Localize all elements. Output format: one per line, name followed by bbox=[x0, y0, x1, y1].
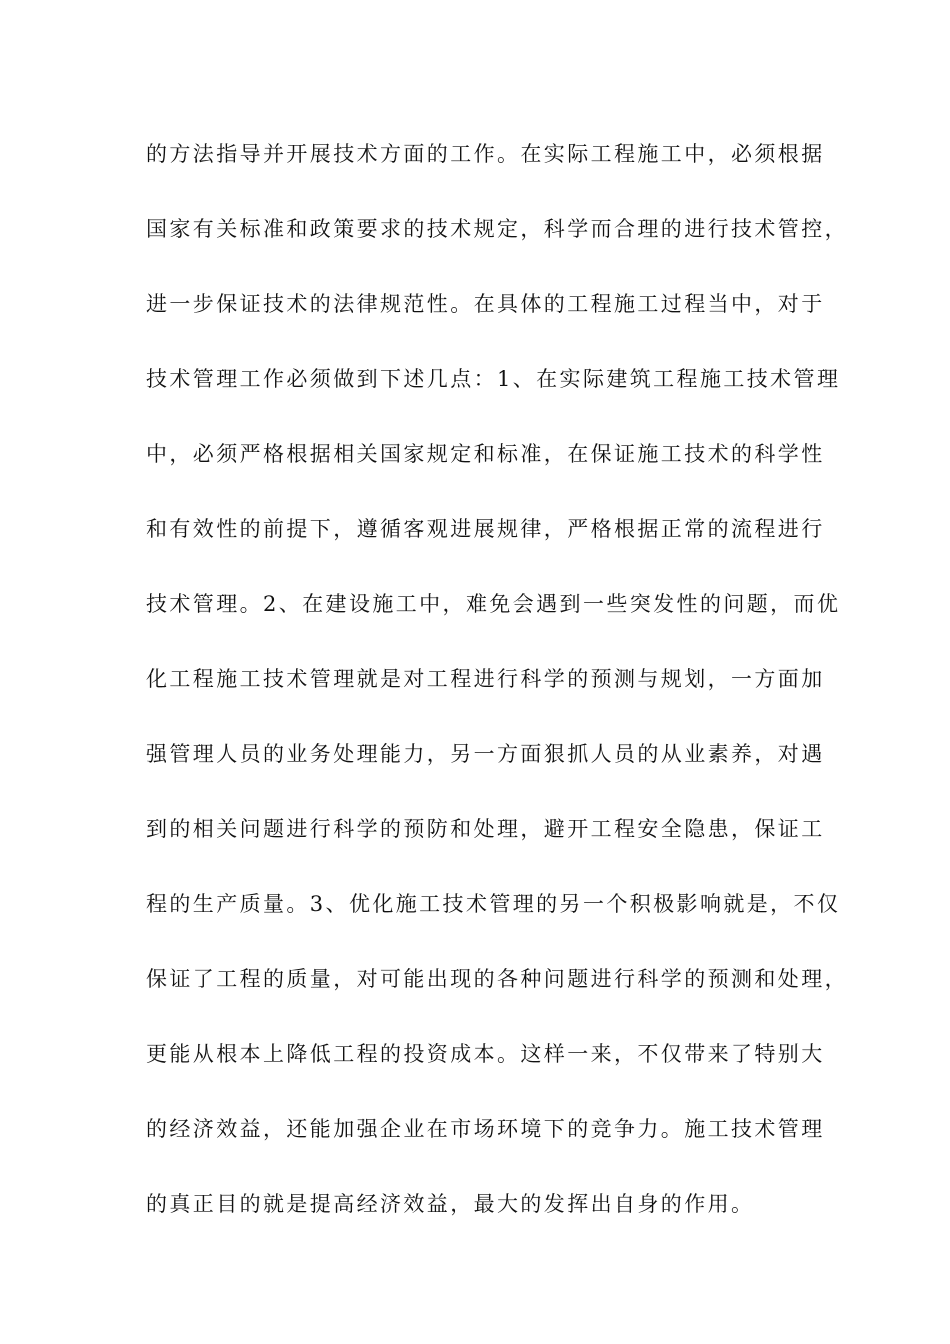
text-line: 国家有关标准和政策要求的技术规定，科学而合理的进行技术管控， bbox=[146, 217, 848, 241]
text-line: 化工程施工技术管理就是对工程进行科学的预测与规划，一方面加 bbox=[146, 667, 825, 691]
text-line: 保证了工程的质量，对可能出现的各种问题进行科学的预测和处理， bbox=[146, 967, 848, 991]
text-line: 强管理人员的业务处理能力，另一方面狠抓人员的从业素养，对遇 bbox=[146, 742, 825, 766]
text-line: 程的生产质量。3、优化施工技术管理的另一个积极影响就是，不仅 bbox=[146, 892, 841, 916]
body-paragraph bbox=[146, 134, 848, 1259]
text-line: 的经济效益，还能加强企业在市场环境下的竞争力。施工技术管理 bbox=[146, 1117, 825, 1141]
text-line: 技术管理工作必须做到下述几点：1、在实际建筑工程施工技术管理 bbox=[146, 367, 841, 391]
text-line: 和有效性的前提下，遵循客观进展规律，严格根据正常的流程进行 bbox=[146, 517, 825, 541]
text-line: 中，必须严格根据相关国家规定和标准，在保证施工技术的科学性 bbox=[146, 442, 825, 466]
text-line: 到的相关问题进行科学的预防和处理，避开工程安全隐患，保证工 bbox=[146, 817, 825, 841]
text-line: 的方法指导并开展技术方面的工作。在实际工程施工中，必须根据 bbox=[146, 142, 825, 166]
text-line: 技术管理。2、在建设施工中，难免会遇到一些突发性的问题，而优 bbox=[146, 592, 841, 616]
text-line: 更能从根本上降低工程的投资成本。这样一来，不仅带来了特别大 bbox=[146, 1042, 825, 1066]
text-line: 进一步保证技术的法律规范性。在具体的工程施工过程当中，对于 bbox=[146, 292, 825, 316]
text-line: 的真正目的就是提高经济效益，最大的发挥出自身的作用。 bbox=[146, 1192, 755, 1216]
